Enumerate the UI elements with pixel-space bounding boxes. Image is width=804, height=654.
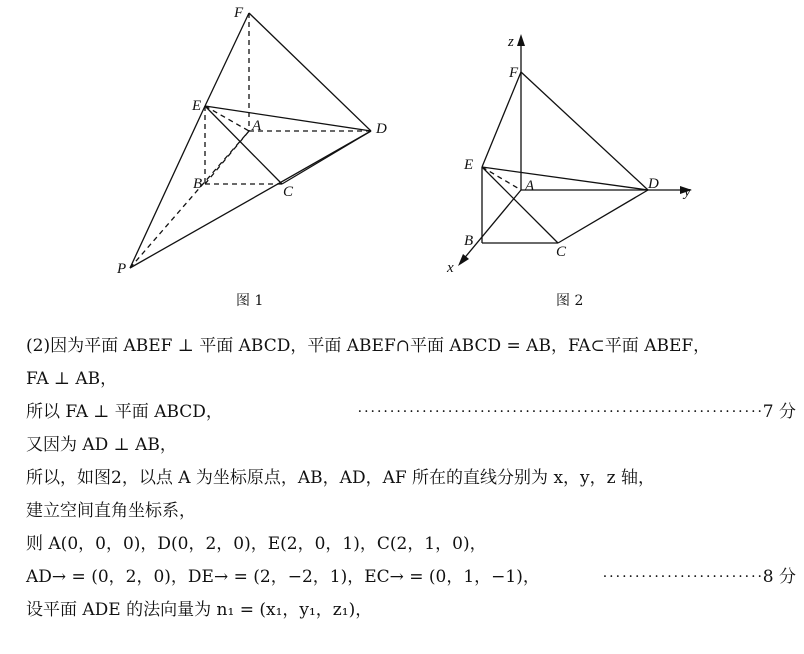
solution-line-2 <box>26 363 796 396</box>
fig2-label-y: y <box>684 184 691 200</box>
fig2-label-x: x <box>447 260 454 276</box>
fig1-label-C: C <box>283 184 294 200</box>
geometry-figures <box>0 0 804 320</box>
edge-CD-2 <box>558 190 648 243</box>
fig2-label-z: z <box>508 34 514 50</box>
solution-line-3-leader-dots: ······························································· <box>357 404 764 420</box>
solution-line-6 <box>26 495 796 528</box>
solution-line-3 <box>26 396 796 429</box>
solution-line-6-text: 建立空间直角坐标系， <box>26 501 196 521</box>
solution-line-7 <box>26 528 796 561</box>
solution-line-5 <box>26 462 796 495</box>
z-axis-arrow <box>517 34 525 46</box>
solution-line-8 <box>26 561 796 594</box>
solution-line-3-text: 所以 FA ⊥ 平面 ABCD， <box>26 402 223 422</box>
solution-line-8-leader-dots: ························· <box>602 569 764 585</box>
x-axis-arrow <box>458 254 469 266</box>
solution-line-2-text: FA ⊥ AB， <box>26 369 118 389</box>
fig1-label-D: D <box>376 121 387 137</box>
solution-line-8-score: 8 分 <box>762 567 796 587</box>
solution-line-9-text: 设平面 ADE 的法向量为 n₁ = (x₁，y₁，z₁)， <box>26 600 373 620</box>
fig1-caption: 图 1 <box>236 293 264 309</box>
fig1-label-B: B <box>193 176 203 192</box>
fig1-label-E: E <box>192 98 202 114</box>
fig1-label-F: F <box>234 5 244 21</box>
edge-EC-2 <box>482 167 558 243</box>
fig1-label-P: P <box>117 261 127 277</box>
solution-line-5-text: 所以，如图2，以点 A 为坐标原点，AB，AD，AF 所在的直线分别为 x，y，z 轴， <box>26 468 656 488</box>
solution-line-8-text: AD→ = (0，2，0)，DE→ = (2，−2，1)，EC→ = (0，1，−1)， <box>26 567 540 587</box>
edge-FD <box>249 13 371 131</box>
figure-1 <box>130 13 371 268</box>
solution-line-4-text: 又因为 AD ⊥ AB， <box>26 435 177 455</box>
edge-FD-2 <box>521 72 648 190</box>
solution-line-1-text: (2)因为平面 ABEF ⊥ 平面 ABCD，平面 ABEF∩平面 ABCD = AB，FA⊂平面 ABEF， <box>26 336 711 356</box>
fig2-caption: 图 2 <box>556 293 584 309</box>
fig2-label-A: A <box>525 178 535 194</box>
edge-FE <box>205 13 249 106</box>
fig2-label-B: B <box>464 233 474 249</box>
fig2-label-F: F <box>509 65 519 81</box>
solution-line-3-score: 7 分 <box>762 402 796 422</box>
solution-line-7-text: 则 A(0，0，0)，D(0，2，0)，E(2，0，1)，C(2，1，0)， <box>26 534 487 554</box>
solution-line-4 <box>26 429 796 462</box>
fig1-label-A: A <box>252 118 262 134</box>
edge-EC <box>205 106 282 184</box>
fig2-label-E: E <box>464 157 474 173</box>
solution-line-1 <box>26 330 796 363</box>
solution-text <box>26 330 796 627</box>
fig2-label-C: C <box>556 244 567 260</box>
edge-PA <box>130 131 249 268</box>
x-axis <box>462 190 521 261</box>
edge-FE-2 <box>482 72 521 167</box>
fig2-label-D: D <box>648 176 659 192</box>
edge-ED <box>205 106 371 131</box>
solution-line-9 <box>26 594 796 627</box>
figures-area <box>0 0 804 320</box>
edge-ED-2 <box>482 167 648 190</box>
figure-2 <box>462 40 686 261</box>
